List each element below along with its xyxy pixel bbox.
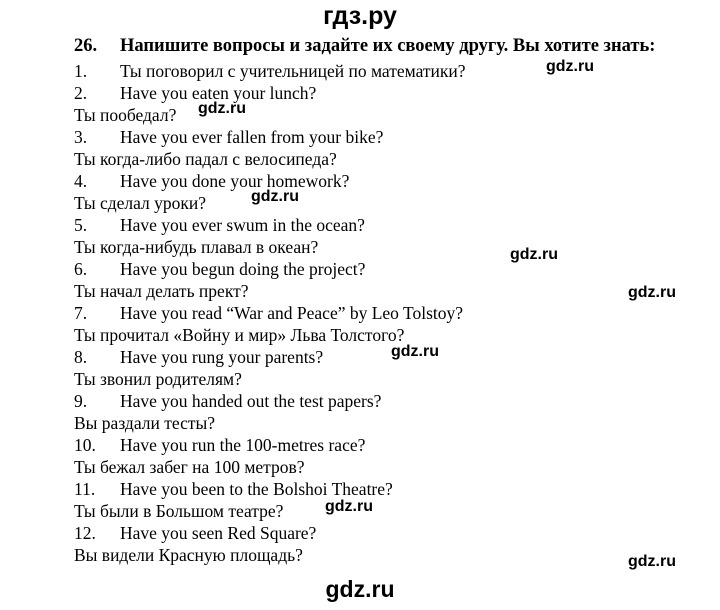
item-number: 8. xyxy=(74,347,88,367)
item-4-russian: Ты сделал уроки? xyxy=(74,193,207,213)
item-7-russian: Ты прочитал «Войну и мир» Льва Толстого? xyxy=(74,325,405,345)
item-6-russian: Ты начал делать прект? xyxy=(74,281,249,301)
watermark: gdz.ru xyxy=(628,284,676,301)
item-number: 5. xyxy=(74,215,88,235)
english-question: Have you run the 100-metres race? xyxy=(120,435,366,455)
item-10-english xyxy=(74,434,365,456)
item-2-english xyxy=(74,82,316,104)
watermark: gdz.ru xyxy=(510,246,558,263)
site-header-logo: гдз.ру xyxy=(323,2,397,30)
item-number: 2. xyxy=(74,83,88,103)
item-number: 6. xyxy=(74,259,88,279)
item-11-english xyxy=(74,478,393,500)
english-question: Have you seen Red Square? xyxy=(120,523,317,543)
item-10-russian: Ты бежал забег на 100 метров? xyxy=(74,457,305,477)
item-number: 12. xyxy=(74,523,96,543)
english-question: Have you ever fallen from your bike? xyxy=(120,127,384,147)
watermark: gdz.ru xyxy=(391,343,439,360)
english-question: Have you read “War and Peace” by Leo Tolstoy? xyxy=(120,303,464,323)
item-12-russian: Вы видели Красную площадь? xyxy=(74,545,303,565)
english-question: Have you ever swum in the ocean? xyxy=(120,215,365,235)
item-text: Ты поговорил с учительницей по математики? xyxy=(120,61,466,81)
exercise-heading xyxy=(74,35,655,57)
exercise-number: 26. xyxy=(74,36,98,56)
english-question: Have you handed out the test papers? xyxy=(120,391,382,411)
item-2-russian: Ты пообедал? xyxy=(74,105,177,125)
item-12-english xyxy=(74,522,316,544)
item-number: 1. xyxy=(74,61,88,81)
item-5-english xyxy=(74,214,365,236)
item-9-english xyxy=(74,390,381,412)
item-number: 9. xyxy=(74,391,88,411)
item-number: 3. xyxy=(74,127,88,147)
item-number: 10. xyxy=(74,435,96,455)
english-question: Have you rung your parents? xyxy=(120,347,324,367)
watermark: gdz.ru xyxy=(628,553,676,570)
english-question: Have you eaten your lunch? xyxy=(120,83,317,103)
item-3-russian: Ты когда-либо падал с велосипеда? xyxy=(74,149,337,169)
item-8-russian: Ты звонил родителям? xyxy=(74,369,242,389)
english-question: Have you been to the Bolshoi Theatre? xyxy=(120,479,393,499)
item-8-english xyxy=(74,346,323,368)
item-11-russian: Ты были в Большом театре? xyxy=(74,501,284,521)
item-1-line xyxy=(74,60,466,82)
watermark: gdz.ru xyxy=(325,498,373,515)
item-number: 11. xyxy=(74,479,96,499)
watermark: gdz.ru xyxy=(546,58,594,75)
item-5-russian: Ты когда-нибудь плавал в океан? xyxy=(74,237,319,257)
watermark: gdz.ru xyxy=(198,100,246,117)
exercise-title: Напишите вопросы и задайте их своему другу. Вы хотите знать: xyxy=(120,36,656,56)
item-6-english xyxy=(74,258,365,280)
item-number: 4. xyxy=(74,171,88,191)
item-9-russian: Вы раздали тесты? xyxy=(74,413,216,433)
english-question: Have you begun doing the project? xyxy=(120,259,366,279)
english-question: Have you done your homework? xyxy=(120,171,350,191)
item-number: 7. xyxy=(74,303,88,323)
item-7-english xyxy=(74,302,463,324)
site-footer-logo: gdz.ru xyxy=(325,576,395,602)
item-4-english xyxy=(74,170,349,192)
watermark: gdz.ru xyxy=(251,188,299,205)
item-3-english xyxy=(74,126,383,148)
